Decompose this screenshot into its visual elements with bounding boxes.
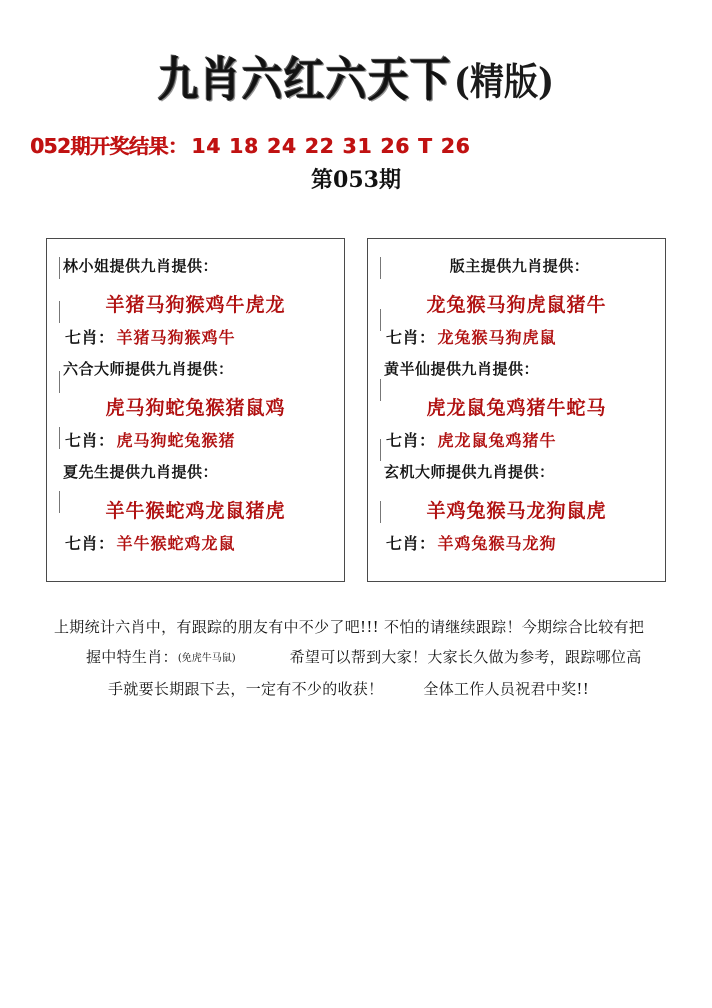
tick-mark-icon <box>380 257 381 279</box>
seven-label: 七肖： <box>65 328 115 347</box>
nine-zodiac-list: 羊猪马狗猴鸡牛虎龙 <box>105 294 286 316</box>
panel-right <box>367 238 666 582</box>
seven-zodiac-row <box>386 325 655 348</box>
tick-mark-icon <box>59 491 60 513</box>
seven-zodiac-row <box>386 428 655 451</box>
prediction-block <box>378 255 655 348</box>
tick-mark-icon <box>59 301 60 323</box>
nine-zodiac-list: 龙兔猴马狗虎鼠猪牛 <box>426 294 607 316</box>
panel-left <box>46 238 345 582</box>
seven-zodiac-row <box>65 531 334 554</box>
prediction-block <box>57 461 334 554</box>
provider-name: 玄机大师提供九肖提供： <box>384 463 555 481</box>
seven-zodiac-list: 虎马狗蛇兔猴猪 <box>116 431 236 450</box>
seven-label: 七肖： <box>386 534 436 553</box>
page-title-suffix: (精版) <box>453 60 555 105</box>
footer-note <box>46 612 666 704</box>
seven-zodiac-list: 羊牛猴蛇鸡龙鼠 <box>116 534 236 553</box>
page-title-main: 九肖六红六天下 <box>157 52 452 108</box>
result-numbers: 14 18 24 22 31 26 T 26 <box>191 134 471 158</box>
nine-zodiac-list: 虎马狗蛇兔猴猪鼠鸡 <box>105 397 286 419</box>
tick-mark-icon <box>380 501 381 523</box>
seven-zodiac-list: 龙兔猴马狗虎鼠 <box>437 328 557 347</box>
footer-line-3 <box>108 674 666 704</box>
result-label: 052期开奖结果： <box>30 134 188 158</box>
seven-zodiac-row <box>386 531 655 554</box>
footer-line-2-b: 希望可以帮到大家！大家长久做为参考，跟踪哪位高 <box>289 648 642 666</box>
seven-label: 七肖： <box>386 431 436 450</box>
provider-name: 林小姐提供九肖提供： <box>63 257 219 275</box>
provider-name: 六合大师提供九肖提供： <box>63 360 234 378</box>
seven-label: 七肖： <box>65 431 115 450</box>
prediction-block <box>378 358 655 451</box>
tick-mark-icon <box>59 427 60 449</box>
lottery-result-line <box>30 130 690 159</box>
seven-zodiac-list: 羊猪马狗猴鸡牛 <box>116 328 236 347</box>
prediction-block <box>57 255 334 348</box>
tick-mark-icon <box>380 379 381 401</box>
seven-label: 七肖： <box>65 534 115 553</box>
seven-zodiac-list: 羊鸡兔猴马龙狗 <box>437 534 557 553</box>
seven-label: 七肖： <box>386 328 436 347</box>
nine-zodiac-list: 羊牛猴蛇鸡龙鼠猪虎 <box>105 500 286 522</box>
prediction-block <box>57 358 334 451</box>
prediction-block <box>378 461 655 554</box>
tick-mark-icon <box>59 257 60 279</box>
footer-line-2 <box>86 642 666 674</box>
predictions-panels <box>46 238 666 582</box>
provider-name: 版主提供九肖提供： <box>449 257 590 275</box>
seven-zodiac-list: 虎龙鼠兔鸡猪牛 <box>437 431 557 450</box>
footer-line-1: 上期统计六肖中，有跟踪的朋友有中不少了吧!!! 不怕的请继续跟踪！今期综合比较有把 <box>54 618 645 636</box>
footer-line-3-a: 手就要长期跟下去，一定有不少的收获！ <box>108 680 384 698</box>
seven-zodiac-row <box>65 325 334 348</box>
tick-mark-icon <box>380 309 381 331</box>
issue-number: 第053期 <box>311 167 401 193</box>
provider-name: 夏先生提供九肖提供： <box>63 463 219 481</box>
footer-line-2-a: 握中特生肖： <box>86 648 178 666</box>
nine-zodiac-list: 羊鸡兔猴马龙狗鼠虎 <box>426 500 607 522</box>
nine-zodiac-list: 虎龙鼠兔鸡猪牛蛇马 <box>426 397 607 419</box>
tick-mark-icon <box>59 371 60 393</box>
footer-line-3-b: 全体工作人员祝君中奖!! <box>423 680 590 698</box>
tick-mark-icon <box>380 439 381 461</box>
provider-name: 黄半仙提供九肖提供： <box>384 360 540 378</box>
page-title <box>0 48 712 108</box>
footer-line-2-note: (免虎牛马鼠) <box>177 653 236 664</box>
seven-zodiac-row <box>65 428 334 451</box>
